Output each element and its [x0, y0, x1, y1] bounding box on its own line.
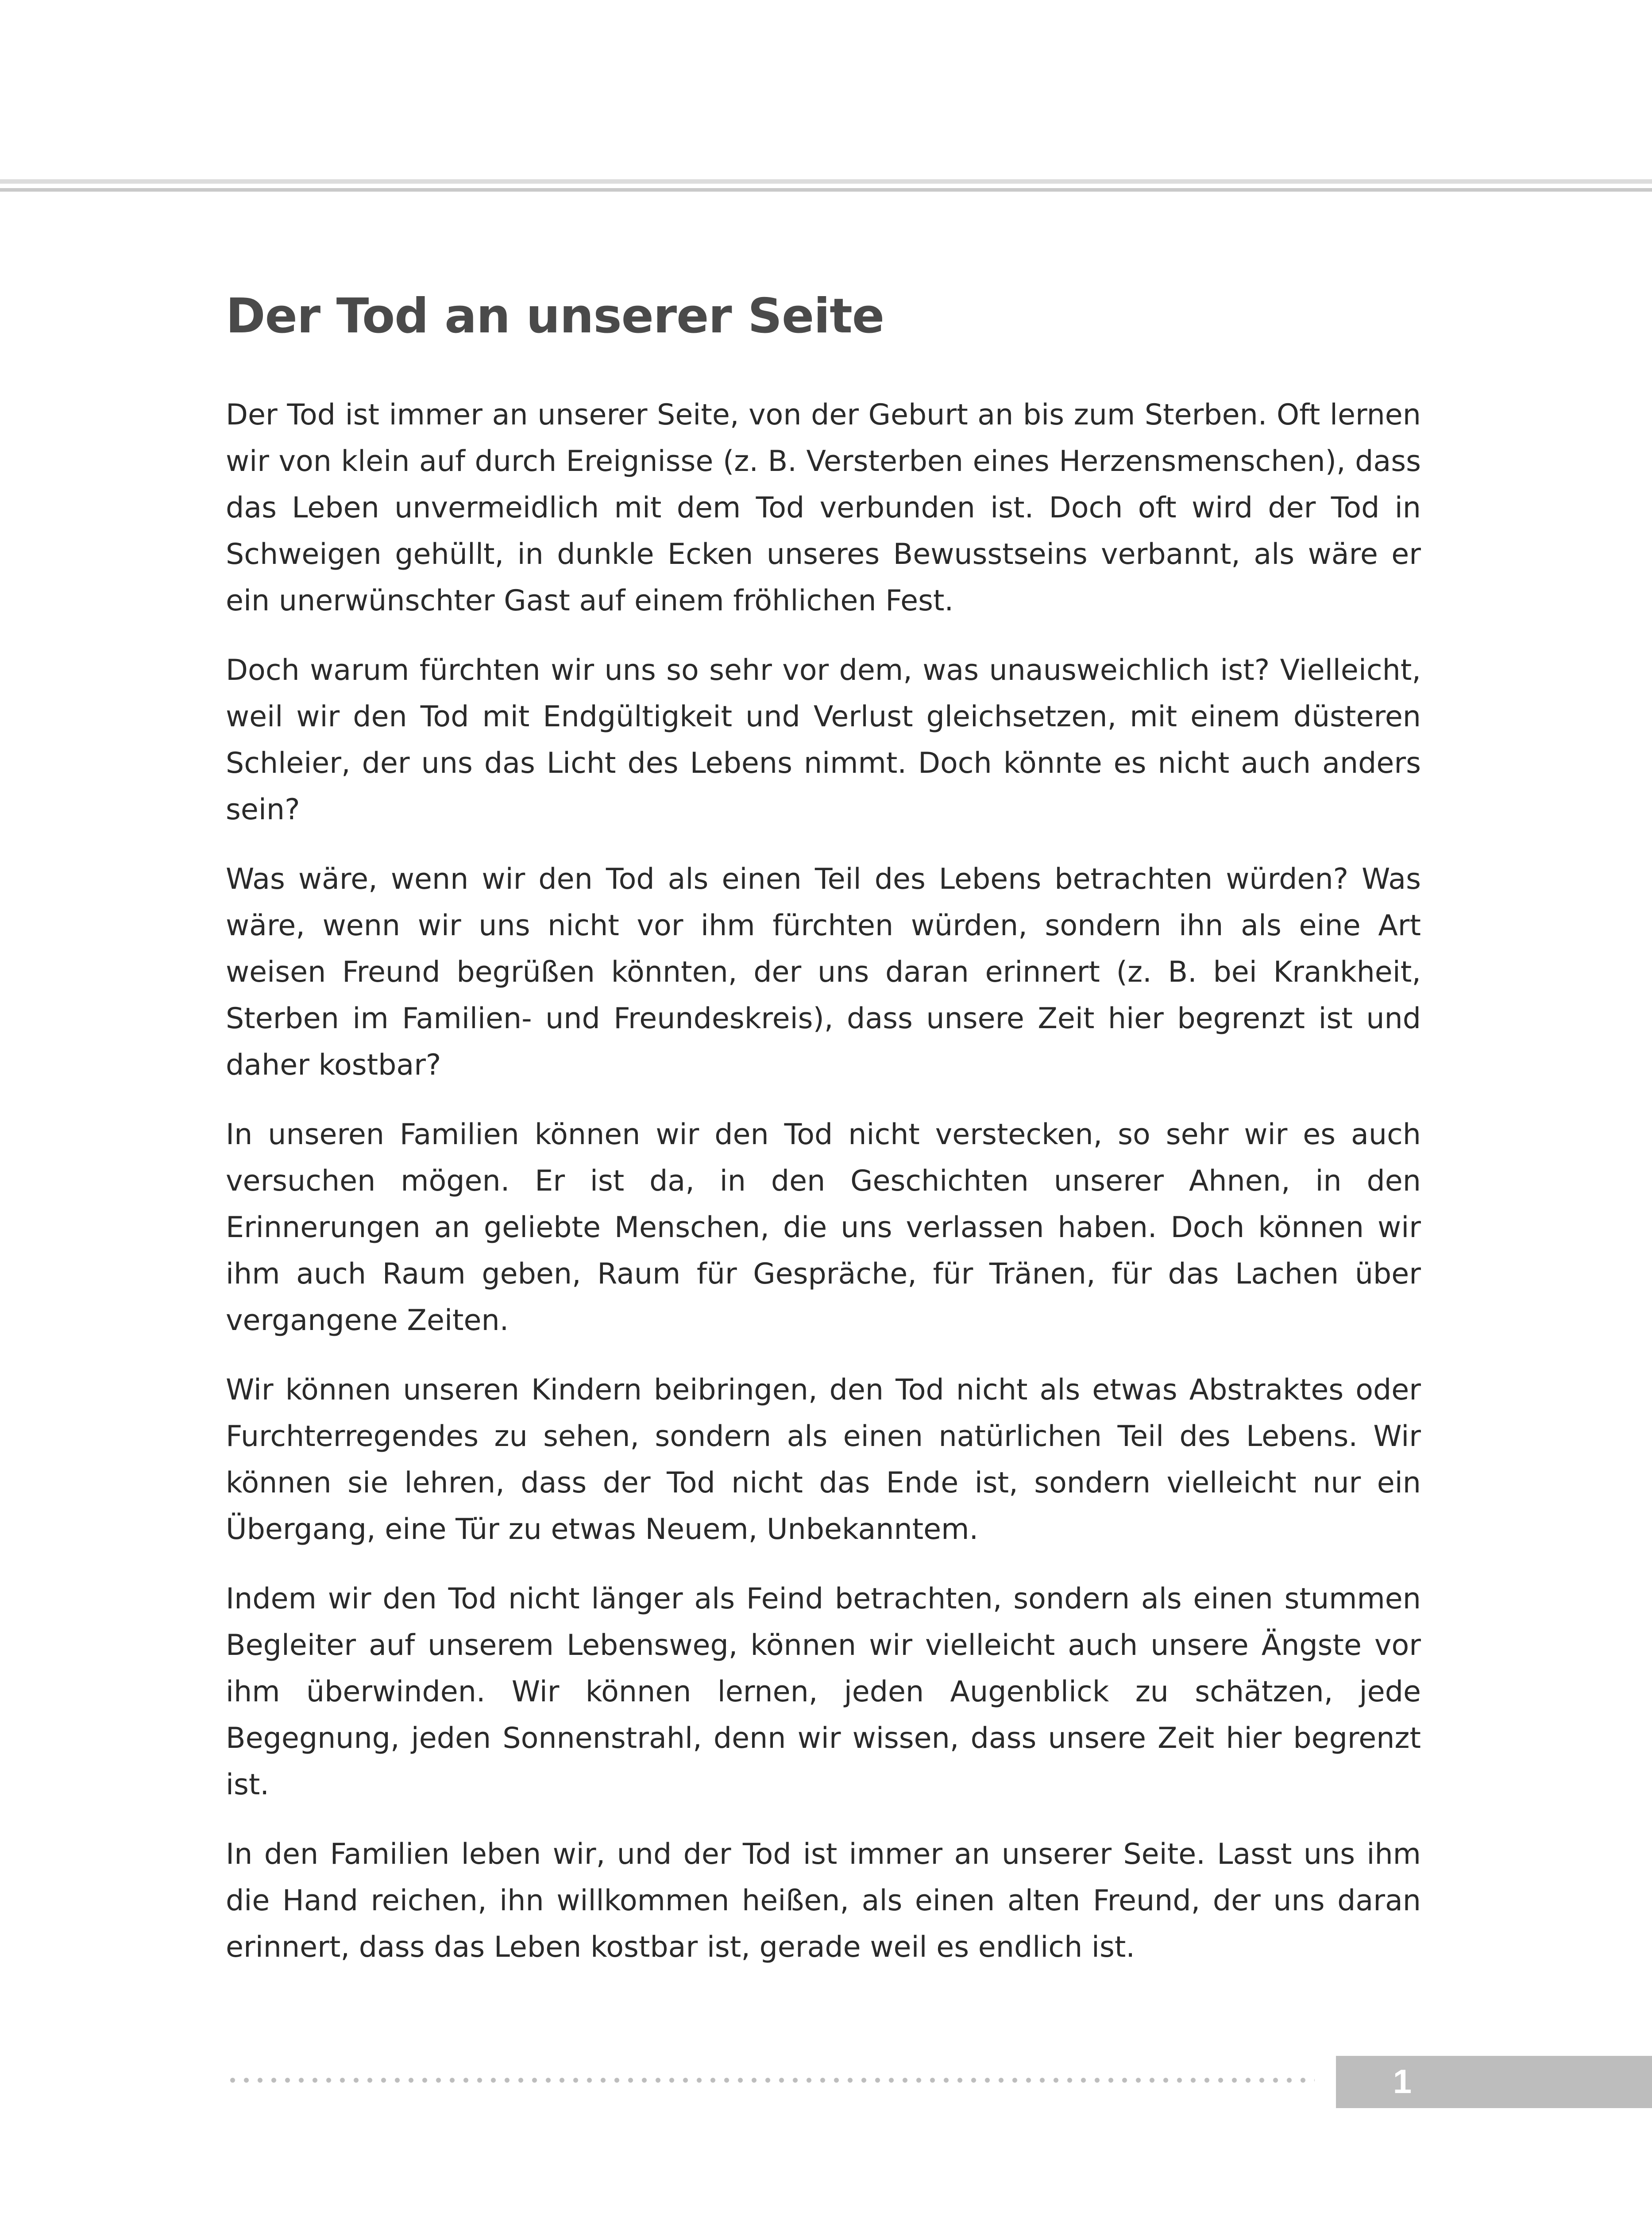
page-number-box	[1336, 2056, 1652, 2108]
page-number: 1	[1393, 2063, 1412, 2101]
paragraph-7: In den Familien leben wir, und der Tod ist immer an unserer Seite. Lasst uns ihm die Hand reichen, ihn willkommen heißen, als einen alten Freund, der uns daran erinnert, dass das Leben kostbar ist, gerade weil es endlich ist.	[226, 1837, 1421, 1964]
footer-dotted-rule	[226, 2077, 1315, 2083]
paragraph-3: Was wäre, wenn wir den Tod als einen Teil des Lebens betrachten würden? Was wäre, wenn wir uns nicht vor ihm fürchten würden, sondern ihn als eine Art weisen Freund begrüßen könnten, der uns daran erinnert (z. B. bei Krankheit, Sterben im Familien- und Freundeskreis), dass unsere Zeit hier begrenzt ist und daher kostbar?	[226, 862, 1421, 1082]
header-rule-secondary	[0, 188, 1652, 192]
article	[226, 288, 1421, 1993]
paragraph-6: Indem wir den Tod nicht länger als Feind betrachten, sondern als einen stummen Begleiter auf unserem Lebensweg, können wir vielleicht auch unsere Ängste vor ihm überwinden. Wir können lernen, jeden Augenblick zu schätzen, jede Begegnung, jeden Sonnenstrahl, denn wir wissen, dass unsere Zeit hier begrenzt ist.	[226, 1582, 1421, 1801]
page-title: Der Tod an unserer Seite	[226, 289, 884, 344]
header-rule	[0, 179, 1652, 184]
paragraph-1: Der Tod ist immer an unserer Seite, von der Geburt an bis zum Sterben. Oft lernen wir von klein auf durch Ereignisse (z. B. Versterben eines Herzensmenschen), dass das Leben unvermeidlich mit dem Tod verbunden ist. Doch oft wird der Tod in Schweigen gehüllt, in dunkle Ecken unseres Bewusstseins verbannt, als wäre er ein unerwünschter Gast auf einem fröhlichen Fest.	[226, 398, 1421, 617]
paragraph-2: Doch warum fürchten wir uns so sehr vor dem, was unausweichlich ist? Vielleicht, weil wir den Tod mit Endgültigkeit und Verlust gleichsetzen, mit einem düsteren Schleier, der uns das Licht des Lebens nimmt. Doch könnte es nicht auch anders sein?	[226, 653, 1421, 826]
paragraph-5: Wir können unseren Kindern beibringen, den Tod nicht als etwas Abstraktes oder Furchterregendes zu sehen, sondern als einen natürlichen Teil des Lebens. Wir können sie lehren, dass der Tod nicht das Ende ist, sondern vielleicht nur ein Übergang, eine Tür zu etwas Neuem, Unbekanntem.	[226, 1373, 1421, 1546]
paragraph-4: In unseren Familien können wir den Tod nicht verstecken, so sehr wir es auch versuchen mögen. Er ist da, in den Geschichten unserer Ahnen, in den Erinnerungen an geliebte Menschen, die uns verlassen haben. Doch können wir ihm auch Raum geben, Raum für Gespräche, für Tränen, für das Lachen über vergangene Zeiten.	[226, 1118, 1421, 1337]
